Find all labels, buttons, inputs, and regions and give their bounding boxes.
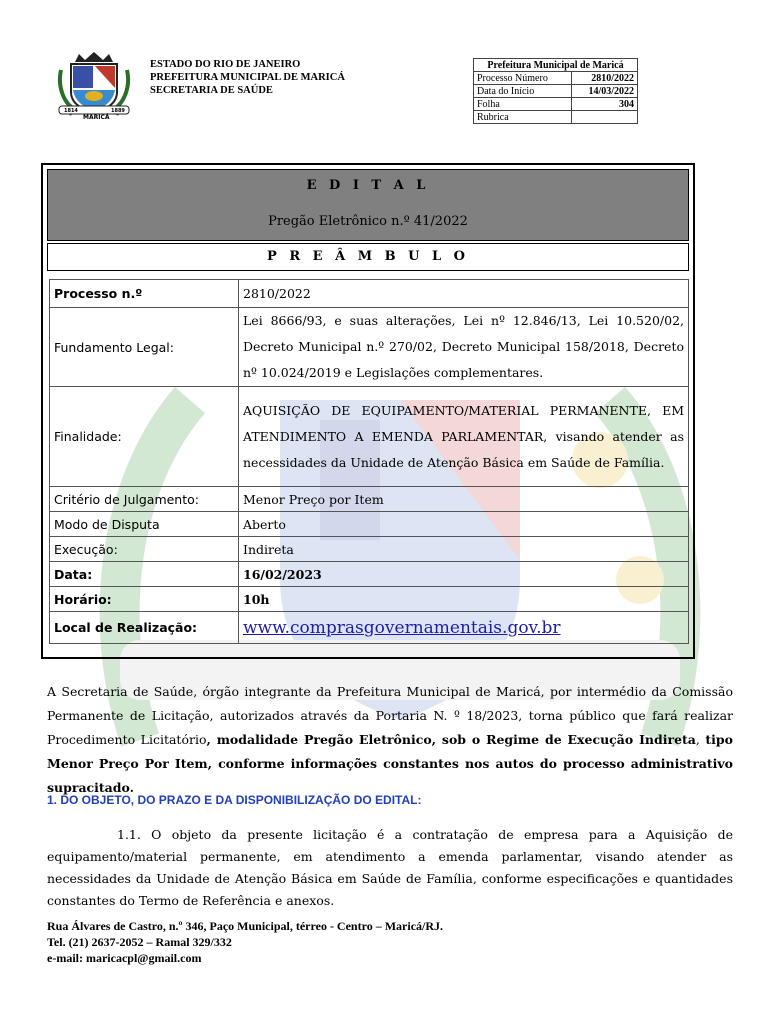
document-header bbox=[150, 58, 345, 97]
row-key: Local de Realização: bbox=[50, 612, 239, 644]
table-row bbox=[50, 537, 689, 562]
edital-title-box bbox=[47, 169, 689, 241]
table-row bbox=[50, 387, 689, 487]
preambulo-heading: P R E Â M B U L O bbox=[47, 243, 689, 271]
edital-title: E D I T A L bbox=[306, 178, 430, 193]
row-key: Horário: bbox=[50, 587, 239, 612]
table-row bbox=[50, 512, 689, 537]
stamp-label: Rubrica bbox=[474, 111, 572, 124]
intro-text: A Secretaria de Saúde, órgão integrante da Prefeitura Municipal de Maricá, por intermédio da Comissão Permanente de Licitação, autorizados através da Portaria N. º 18/2023, torna público que fará realizar Procedimento Licitatório bbox=[47, 684, 733, 747]
object-paragraph: 1.1. O objeto da presente licitação é a contratação de empresa para a Aquisição de equipamento/material permanente, em atendimento a emenda parlamentar, visando atender as necessidades da Unidade de Atenção Básica em Saúde de Família, conforme especificações e quantidades constantes do Termo de Referência e anexos. bbox=[47, 827, 733, 908]
row-value: 10h bbox=[239, 587, 689, 612]
row-key: Modo de Disputa bbox=[50, 512, 239, 537]
stamp-value: 14/03/2022 bbox=[571, 85, 637, 98]
stamp-label: Processo Número bbox=[474, 72, 572, 85]
svg-text:1814: 1814 bbox=[64, 108, 78, 114]
table-row bbox=[50, 280, 689, 308]
stamp-value: 304 bbox=[571, 98, 637, 111]
pregao-number: Pregão Eletrônico n.º 41/2022 bbox=[268, 214, 468, 229]
svg-text:1889: 1889 bbox=[111, 108, 125, 114]
intro-separator: , bbox=[695, 732, 706, 747]
table-row bbox=[50, 587, 689, 612]
row-value: 2810/2022 bbox=[239, 280, 689, 308]
intro-paragraph bbox=[47, 680, 733, 800]
row-key: Finalidade: bbox=[50, 387, 239, 487]
row-value: 16/02/2023 bbox=[239, 562, 689, 587]
stamp-title: Prefeitura Municipal de Maricá bbox=[474, 59, 638, 72]
row-value: Menor Preço por Item bbox=[239, 487, 689, 512]
municipal-crest-logo bbox=[55, 48, 133, 120]
section-title: 1. DO OBJETO, DO PRAZO E DA DISPONIBILIZAÇÃO DO EDITAL: bbox=[47, 793, 422, 807]
edital-box bbox=[41, 163, 695, 659]
stamp-value: 2810/2022 bbox=[571, 72, 637, 85]
stamp-value bbox=[571, 111, 637, 124]
row-key: Fundamento Legal: bbox=[50, 308, 239, 387]
stamp-label: Data do Início bbox=[474, 85, 572, 98]
footer-phone: Tel. (21) 2637-2052 – Ramal 329/332 bbox=[47, 935, 232, 949]
row-value: Aberto bbox=[239, 512, 689, 537]
stamp-label: Folha bbox=[474, 98, 572, 111]
table-row bbox=[50, 487, 689, 512]
footer bbox=[47, 918, 443, 966]
row-key: Critério de Julgamento: bbox=[50, 487, 239, 512]
protocol-stamp bbox=[473, 58, 638, 124]
row-key: Execução: bbox=[50, 537, 239, 562]
header-secretaria: SECRETARIA DE SAÚDE bbox=[150, 85, 273, 96]
header-prefeitura: PREFEITURA MUNICIPAL DE MARICÁ bbox=[150, 72, 345, 83]
row-value: Lei 8666/93, e suas alterações, Lei nº 12.846/13, Lei 10.520/02, Decreto Municipal n.º 270/02, Decreto Municipal 158/2018, Decreto nº 10.024/2019 e Legislações complementares. bbox=[239, 308, 689, 387]
header-state: ESTADO DO RIO DE JANEIRO bbox=[150, 59, 301, 70]
table-row bbox=[50, 612, 689, 644]
row-value: AQUISIÇÃO DE EQUIPAMENTO/MATERIAL PERMANENTE, EM ATENDIMENTO A EMENDA PARLAMENTAR, visando atender as necessidades da Unidade de Atenção Básica em Saúde de Família. bbox=[239, 387, 689, 487]
row-key: Processo n.º bbox=[50, 280, 239, 308]
intro-bold-modalidade: , modalidade Pregão Eletrônico, sob o Regime de Execução Indireta bbox=[206, 732, 696, 747]
table-row bbox=[50, 562, 689, 587]
table-row bbox=[50, 308, 689, 387]
svg-text:MARICÁ: MARICÁ bbox=[83, 114, 110, 120]
preambulo-table bbox=[49, 279, 689, 644]
footer-email: e-mail: maricacpl@gmail.com bbox=[47, 951, 202, 965]
row-key: Data: bbox=[50, 562, 239, 587]
footer-address: Rua Álvares de Castro, n.º 346, Paço Municipal, térreo - Centro – Maricá/RJ. bbox=[47, 919, 444, 933]
row-value: Indireta bbox=[239, 537, 689, 562]
intro-bold-tipo: tipo Menor Preço Por Item, conforme informações constantes nos autos do processo administrativo supracitado. bbox=[47, 732, 733, 795]
realization-link[interactable]: www.comprasgovernamentais.gov.br bbox=[243, 617, 561, 638]
